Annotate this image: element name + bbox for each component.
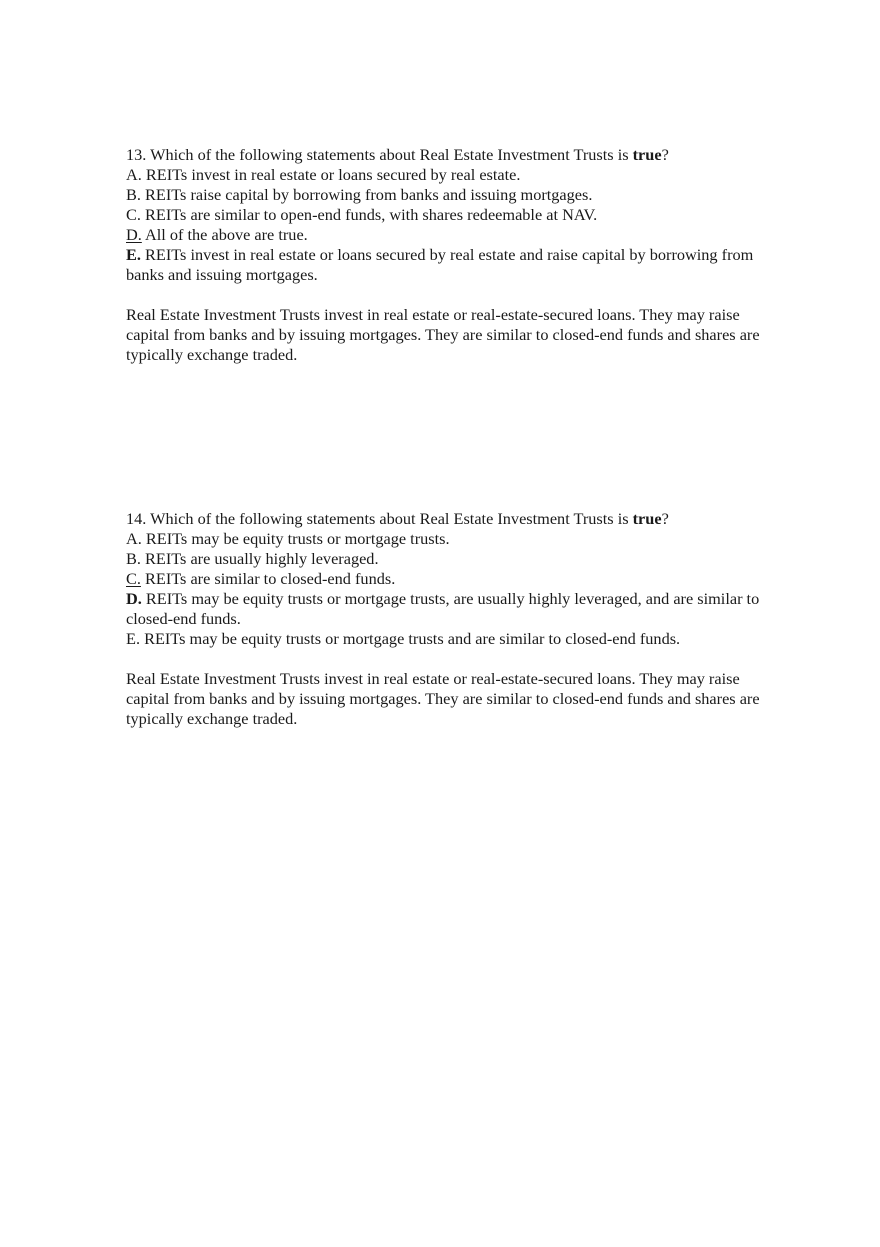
question-13 [126,145,786,365]
option-c: C. REITs are similar to open-end funds, with shares redeemable at NAV. [126,205,598,224]
option-a: A. REITs invest in real estate or loans secured by real estate. [126,165,521,184]
question-stem: 13. Which of the following statements about Real Estate Investment Trusts is true? [126,145,669,164]
question-stem: 14. Which of the following statements about Real Estate Investment Trusts is true? [126,509,669,528]
explanation: Real Estate Investment Trusts invest in real estate or real-estate-secured loans. They may raise capital from banks and by issuing mortgages. They are similar to closed-end funds and shares are typically exchange traded. [126,669,760,728]
option-e-correct: E. REITs invest in real estate or loans secured by real estate and raise capital by borrowing from banks and issuing mortgages. [126,245,754,284]
option-a: A. REITs may be equity trusts or mortgage trusts. [126,529,450,548]
question-14 [126,509,786,729]
stem-emphasis: true [632,145,662,164]
stem-emphasis: true [632,509,662,528]
option-d-correct: D. REITs may be equity trusts or mortgage trusts, are usually highly leveraged, and are similar to closed-end funds. [126,589,760,628]
option-b: B. REITs raise capital by borrowing from banks and issuing mortgages. [126,185,593,204]
option-d: D. All of the above are true. [126,225,308,244]
explanation: Real Estate Investment Trusts invest in real estate or real-estate-secured loans. They may raise capital from banks and by issuing mortgages. They are similar to closed-end funds and shares are typically exchange traded. [126,305,760,364]
option-b: B. REITs are usually highly leveraged. [126,549,379,568]
option-e: E. REITs may be equity trusts or mortgage trusts and are similar to closed-end funds. [126,629,681,648]
option-c: C. REITs are similar to closed-end funds. [126,569,396,588]
